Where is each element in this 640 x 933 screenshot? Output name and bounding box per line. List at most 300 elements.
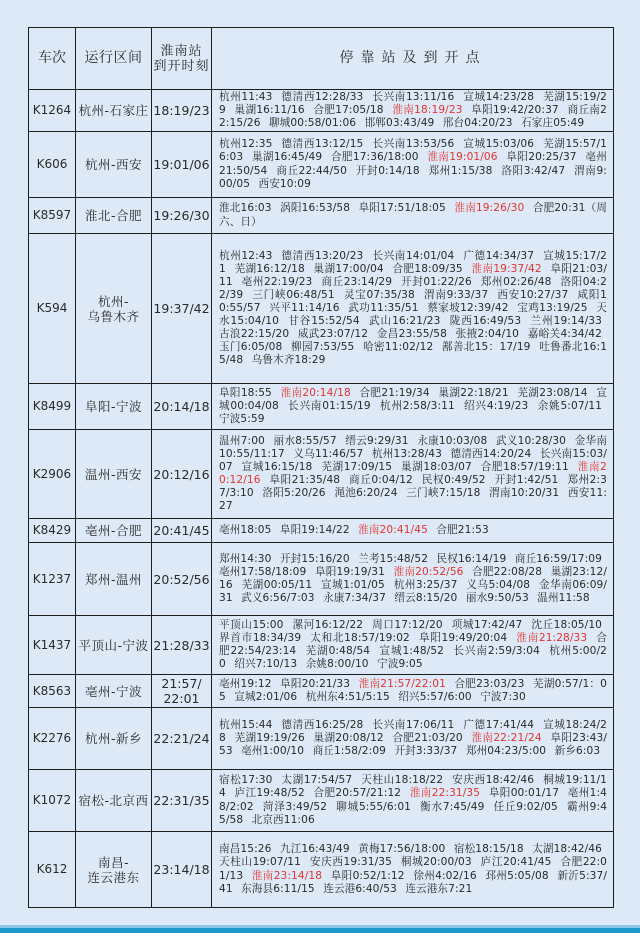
stop-huainan-highlight: 淮南21:57/22:01 — [358, 677, 446, 690]
stops-list — [219, 435, 607, 514]
stop: 武山16:21/23 — [369, 315, 441, 328]
stop: 永康7:34/37 — [323, 592, 386, 605]
stop: 阜阳21:03/11 — [219, 262, 608, 288]
stop: 南昌15:26 — [219, 843, 272, 856]
stops-cell — [211, 430, 613, 518]
route: 杭州-石家庄 — [75, 90, 151, 131]
stops-list — [219, 619, 607, 671]
stop: 九江16:43/49 — [279, 843, 350, 856]
stop-huainan-highlight: 淮南19:26/30 — [454, 202, 525, 215]
stop: 淮北16:03 — [219, 202, 272, 215]
footer-bar — [0, 928, 640, 933]
stop: 甘谷15:52/54 — [288, 315, 360, 328]
stop-huainan-highlight: 淮南22:31/35 — [409, 787, 481, 800]
table-row — [29, 429, 613, 518]
stop: 项城17:42/47 — [451, 618, 523, 631]
stops-cell — [211, 616, 613, 674]
route: 宿松-北京西 — [75, 770, 151, 831]
stop: 郑州2:37/3:10 — [219, 474, 607, 500]
stop: 芜湖00:05/11 — [241, 579, 313, 591]
stop: 亳州22:19/23 — [241, 275, 313, 288]
huainan-time — [151, 675, 211, 707]
stop: 阜阳19:42/20:37 — [471, 103, 559, 116]
stops-cell — [211, 132, 613, 197]
stop: 绍兴7:10/13 — [234, 658, 298, 671]
stop: 合肥21:19/34 — [359, 386, 430, 399]
stop: 新沂5:37/41 — [219, 869, 608, 895]
table-row — [29, 197, 613, 233]
stops-list — [219, 774, 607, 826]
route — [75, 832, 151, 907]
stop: 古浪22:15/20 — [219, 328, 290, 341]
huainan-time: 23:14/18 — [151, 832, 211, 907]
stop: 永康10:03/08 — [417, 434, 488, 447]
stops-cell — [211, 234, 613, 383]
stop: 东海县6:11/15 — [241, 882, 315, 895]
stop: 天柱山19:07/11 — [219, 856, 301, 869]
stop: 阜阳23:43/53 — [219, 731, 608, 758]
stop: 阜阳00:01/17 — [488, 787, 560, 800]
stop: 商丘16:59/17:09 — [514, 552, 602, 565]
stop: 兴平11:14/16 — [269, 301, 340, 314]
table-row — [29, 131, 613, 197]
stop: 庐江19:48/52 — [234, 787, 305, 800]
stop: 宣城16:15/18 — [241, 460, 313, 473]
route: 温州-西安 — [75, 430, 151, 518]
stop: 聊城5:55/6:01 — [336, 800, 412, 813]
stop: 兰州19:14/33 — [530, 315, 602, 328]
stop: 洛阳04:22/39 — [219, 275, 607, 301]
stop: 渭南10:20/31 — [489, 487, 560, 500]
stop: 杭州3:25/37 — [393, 579, 458, 591]
stop: 阜阳20:25/37 — [506, 151, 577, 164]
stops-list — [219, 524, 494, 537]
stop: 庐江20:41/45 — [480, 856, 552, 869]
stop: 哈密11:02/12 — [363, 341, 434, 354]
stop: 亳州21:50/54 — [219, 151, 608, 177]
stop: 金昌23:55/58 — [376, 328, 447, 341]
stop: 长兴南17:06/11 — [372, 718, 455, 731]
stop: 宣城15:17/21 — [219, 249, 608, 275]
stop: 亳州1:00/10 — [241, 745, 305, 758]
stop: 丽水8:55/57 — [273, 434, 337, 447]
stop: 洛阳5:20/26 — [262, 487, 326, 500]
huainan-time: 22:21/24 — [151, 708, 211, 769]
stop: 商丘0:04/12 — [349, 474, 413, 486]
stop: 金华南06:09/31 — [219, 579, 608, 605]
table-row — [29, 615, 613, 674]
stop: 宿松18:15/18 — [453, 843, 524, 856]
stop: 芜湖17:09/15 — [321, 460, 393, 473]
stop: 涡阳16:53/58 — [280, 202, 351, 215]
stop: 洛阳3:42/47 — [501, 164, 566, 177]
stops-cell — [211, 519, 613, 542]
stop: 黄梅17:56/18:00 — [358, 843, 446, 856]
stop: 三门峡7:15/18 — [406, 487, 481, 500]
train-number: K612 — [36, 862, 68, 876]
stop: 义乌11:46/57 — [293, 447, 364, 460]
stop: 漯河16:12/22 — [292, 618, 364, 631]
stop: 聊城00:58/01:06 — [269, 117, 357, 130]
stop: 广德14:34/37 — [463, 249, 535, 262]
stop: 平顶山15:00 — [219, 618, 284, 631]
stop: 德清西14:20/24 — [450, 447, 532, 460]
time-line: 21:57/ — [161, 676, 202, 691]
stop: 缙云8:15/20 — [394, 592, 458, 605]
stop: 巢湖23:12/16 — [219, 565, 608, 591]
stop: 天水15:04/10 — [219, 301, 607, 328]
stop: 武义6:56/7:03 — [241, 592, 315, 605]
stop: 长兴南13:53/56 — [372, 138, 455, 151]
huainan-time: 21:28/33 — [151, 616, 211, 674]
stop: 巢湖16:11/16 — [234, 103, 305, 116]
train-number: K2906 — [32, 466, 72, 481]
stop: 丽水9:50/53 — [465, 592, 529, 605]
stop: 绍兴4:19/23 — [464, 399, 529, 412]
table-row — [29, 707, 613, 769]
stop: 杭州5:00/20 — [219, 645, 607, 671]
stop: 杭州东4:51/5:15 — [305, 691, 390, 703]
stops-cell — [211, 770, 613, 831]
stop: 开封15:16/20 — [279, 552, 350, 565]
route-line: 乌鲁木齐 — [87, 308, 140, 324]
stop: 渑池6:20/24 — [334, 487, 398, 500]
route — [75, 234, 151, 383]
stop: 杭州11:43 — [219, 90, 273, 103]
route-line: 南昌- — [97, 854, 129, 870]
stop: 阜阳19:19/31 — [314, 565, 385, 578]
stop: 宣城1:01/05 — [321, 579, 385, 591]
stop: 西安10:09 — [258, 177, 311, 190]
stop: 阜阳0:52/1:12 — [330, 869, 405, 882]
stop: 合肥22:08/28 — [472, 565, 543, 578]
stop: 宣城1:48/52 — [379, 645, 445, 657]
stop-huainan-highlight: 淮南23:14/18 — [251, 869, 323, 882]
stop: 宣城14:23/28 — [463, 90, 535, 103]
table-row — [29, 89, 613, 131]
huainan-time: 22:31/35 — [151, 770, 211, 831]
stop: 乌鲁木齐18:29 — [251, 354, 326, 367]
train-number: K594 — [36, 301, 68, 315]
train-number: K8563 — [32, 683, 72, 698]
stop: 芜湖0:57/1：05 — [219, 677, 608, 703]
stop: 蔡家坡12:39/42 — [427, 301, 509, 314]
stop: 长兴南14:01/04 — [372, 249, 455, 262]
huainan-time: 19:26/30 — [151, 198, 211, 233]
stops-list — [219, 719, 607, 758]
stop: 长兴南15:03/07 — [219, 447, 608, 473]
stop: 陇西16:49/53 — [449, 315, 522, 328]
stop: 金华南10:55/11:17 — [219, 434, 608, 460]
train-schedule-table — [28, 27, 614, 908]
header-huainan-time-line2: 到开时刻 — [153, 58, 210, 74]
stop: 芜湖15:57/16:03 — [219, 138, 608, 164]
stop: 沈丘18:05/10 — [531, 618, 602, 631]
stops-cell — [211, 708, 613, 769]
stop: 宁波7:30 — [480, 691, 526, 703]
stop: 合肥20:31（周六、日） — [219, 202, 607, 228]
train-number: K8499 — [32, 399, 72, 413]
train-number: K2276 — [32, 731, 72, 745]
route: 杭州-西安 — [75, 132, 151, 197]
stop: 芜湖16:12/18 — [234, 262, 305, 275]
stop: 亳州18:05 — [219, 523, 272, 536]
stop: 合肥17:36/18:00 — [330, 151, 419, 164]
stops-cell — [211, 675, 613, 707]
stop: 芜湖23:08/14 — [517, 386, 588, 399]
train-number: K1072 — [32, 793, 72, 807]
stop: 长兴南01:15/19 — [288, 399, 371, 412]
table-row — [29, 542, 613, 615]
stop: 长兴南2:59/3:04 — [453, 645, 540, 657]
stop: 太湖18:42/46 — [532, 843, 602, 856]
stop: 邯郸03:43/49 — [364, 117, 435, 130]
stop: 杭州12:43 — [219, 249, 273, 262]
stop: 阜阳18:55 — [219, 386, 272, 399]
stop: 界首市18:34/39 — [219, 631, 302, 644]
huainan-time: 18:19/23 — [151, 90, 211, 131]
stop: 亳州19:12 — [219, 677, 272, 690]
stop: 阜阳19:14/22 — [279, 523, 350, 536]
stop: 柳园7:53/55 — [291, 341, 355, 354]
huainan-time: 20:14/18 — [151, 384, 211, 429]
stop: 杭州15:44 — [219, 718, 273, 731]
stop: 温州7:00 — [219, 434, 265, 447]
route: 亳州-合肥 — [75, 519, 151, 542]
stop: 咸阳10:55/57 — [219, 288, 607, 314]
huainan-time: 20:41/45 — [151, 519, 211, 542]
stop-huainan-highlight: 淮南19:01/06 — [427, 151, 498, 164]
stop: 合肥22:01/13 — [219, 856, 608, 882]
stop: 郑州14:30 — [219, 552, 272, 565]
stop: 开封3:33/37 — [394, 745, 458, 758]
table-row — [29, 518, 613, 542]
stop: 温州11:58 — [537, 592, 590, 605]
stops-list — [219, 387, 607, 426]
stops-cell — [211, 198, 613, 233]
stops-list — [219, 138, 607, 190]
route: 亳州-宁波 — [75, 675, 151, 707]
header-stops: 停靠站及到开点 — [211, 28, 613, 89]
stop: 阜阳17:51/18:05 — [358, 202, 446, 215]
stop: 张掖2:04/10 — [455, 328, 520, 341]
stop: 绍兴5:57/6:00 — [398, 691, 472, 703]
stop: 德清西13:12/15 — [281, 138, 364, 151]
route-line: 杭州- — [97, 293, 129, 309]
table-row — [29, 769, 613, 831]
stop: 桐城20:00/03 — [400, 856, 472, 869]
stop: 三门峡06:48/51 — [252, 288, 335, 301]
stop: 广德17:41/44 — [463, 718, 535, 731]
route: 平顶山-宁波 — [75, 616, 151, 674]
train-number: K606 — [36, 157, 68, 171]
stop: 合肥18:09/35 — [392, 262, 463, 275]
table-row — [29, 233, 613, 383]
stop-huainan-highlight: 淮南22:21/24 — [471, 731, 542, 744]
stop: 芜湖0:48/54 — [305, 645, 371, 657]
header-train-no: 车次 — [38, 50, 66, 66]
stop: 合肥20:57/21:12 — [313, 787, 402, 800]
stop: 渭南9:00/05 — [219, 164, 607, 190]
stop: 开封1:42/51 — [494, 474, 559, 486]
stop: 余姚5:07/11 — [537, 399, 603, 412]
stop: 周口17:12/20 — [372, 618, 443, 631]
stop: 连云港6:40/53 — [323, 882, 397, 895]
stop: 吐鲁番北16:15/48 — [219, 341, 608, 367]
stops-cell — [211, 384, 613, 429]
route-line: 连云港东 — [87, 869, 140, 885]
stop: 武功11:35/51 — [348, 301, 419, 314]
stops-list — [219, 843, 607, 895]
stops-cell — [211, 543, 613, 615]
header-route: 运行区间 — [75, 28, 151, 89]
stop: 芜湖15:19/29 — [219, 90, 608, 116]
stops-list — [219, 678, 607, 704]
stop: 安庆西19:31/35 — [309, 856, 392, 869]
header-huainan-time-line1: 淮南站 — [160, 43, 203, 59]
stop: 宣城18:24/28 — [219, 718, 608, 744]
route: 阜阳-宁波 — [75, 384, 151, 429]
stop: 郑州04:23/5:00 — [465, 745, 547, 758]
huainan-time: 19:01/06 — [151, 132, 211, 197]
stop: 芜湖19:19/26 — [234, 731, 305, 744]
stop: 新乡6:03 — [554, 745, 601, 758]
stop: 商丘22:44/50 — [276, 164, 347, 177]
stop: 合肥17:05/18 — [313, 103, 384, 116]
stop: 武义10:28/30 — [495, 434, 567, 447]
stop: 德清西12:28/33 — [281, 90, 364, 103]
train-number: K1237 — [32, 571, 72, 586]
stop: 德清西16:25/28 — [281, 718, 364, 731]
stop: 巢湖22:18/21 — [438, 386, 509, 399]
table-row — [29, 674, 613, 707]
stop: 杭州12:35 — [219, 138, 273, 151]
stop: 任丘9:02/05 — [493, 800, 558, 813]
stop: 亳州1:48/2:02 — [219, 787, 608, 813]
stop: 灵宝07:35/38 — [343, 288, 415, 301]
route: 杭州-新乡 — [75, 708, 151, 769]
stops-cell — [211, 832, 613, 907]
stop: 郑州1:15/38 — [428, 164, 493, 177]
stop: 民权16:14/19 — [436, 552, 507, 565]
stop: 合肥23:03/23 — [454, 677, 525, 690]
stop: 阜阳21:35/48 — [269, 474, 341, 486]
stop: 义乌5:04/08 — [466, 579, 531, 591]
stop: 开封0:14/18 — [355, 164, 420, 177]
stop: 巢湖17:00/04 — [313, 262, 384, 275]
train-number: K1437 — [32, 637, 72, 652]
stops-list — [219, 553, 607, 605]
stop: 西安11:27 — [219, 487, 607, 513]
stop: 商丘23:14/29 — [321, 275, 393, 288]
stop: 缙云9:29/31 — [345, 434, 409, 447]
stop: 杭州13:28/43 — [371, 447, 442, 460]
stop: 亳州17:58/18:09 — [219, 565, 307, 578]
stop: 德清西13:20/23 — [281, 249, 364, 262]
stop: 菏泽3:49/52 — [262, 800, 328, 813]
time-line: 22:01 — [163, 691, 200, 706]
stops-cell — [211, 90, 613, 131]
route: 郑州-温州 — [75, 543, 151, 615]
stop: 巢湖16:45/49 — [251, 151, 323, 164]
stop: 合肥21:03/20 — [392, 731, 463, 744]
stop: 兰考15:48/52 — [358, 552, 429, 565]
stop: 合肥22:54/23:14 — [219, 631, 608, 657]
stop-huainan-highlight: 淮南20:41/45 — [358, 523, 428, 536]
stop: 杭州2:58/3:11 — [379, 399, 455, 412]
stop: 宝鸡13:19/25 — [517, 301, 588, 314]
stop: 嘉峪关4:34/42 — [527, 328, 602, 341]
stop: 宣城00:04/08 — [219, 386, 608, 412]
stop: 天柱山18:18/22 — [361, 774, 444, 787]
stop: 北京西11:06 — [251, 813, 315, 826]
stop: 连云港东7:21 — [405, 882, 473, 895]
stops-list — [219, 202, 607, 228]
stop-huainan-highlight: 淮南20:52/56 — [393, 565, 464, 578]
stop-huainan-highlight: 淮南20:12/16 — [219, 460, 607, 486]
stop: 安庆西18:42/46 — [452, 774, 535, 787]
stop: 开封01:22/26 — [401, 275, 472, 288]
stop: 宿松17:30 — [219, 774, 273, 787]
header-huainan-time — [151, 28, 211, 89]
route: 淮北-合肥 — [75, 198, 151, 233]
stop: 衡水7:45/49 — [420, 800, 485, 813]
huainan-time: 20:12/16 — [151, 430, 211, 518]
stop-huainan-highlight: 淮南20:14/18 — [280, 386, 351, 399]
stop: 威武23:07/12 — [297, 328, 369, 341]
stop: 太和北18:57/19:02 — [310, 631, 410, 644]
stop-huainan-highlight: 淮南19:37/42 — [471, 262, 542, 275]
stop: 阜阳19:49/20:04 — [418, 631, 508, 644]
stop: 玉门6:05/08 — [219, 341, 283, 354]
stop-huainan-highlight: 淮南18:19/23 — [392, 103, 463, 116]
stop-huainan-highlight: 淮南21:28/33 — [516, 631, 588, 644]
stop: 余姚8:00/10 — [305, 658, 369, 671]
train-number: K1264 — [32, 103, 72, 117]
stop: 渭南9:33/37 — [423, 288, 489, 301]
train-number: K8597 — [32, 208, 72, 222]
huainan-time: 20:52/56 — [151, 543, 211, 615]
stop: 宣城2:01/06 — [234, 691, 298, 703]
stop: 太湖17:54/57 — [281, 774, 353, 787]
stop: 宁波5:59 — [219, 413, 265, 426]
huainan-time: 19:37/42 — [151, 234, 211, 383]
stop: 阜阳20:21/33 — [280, 677, 351, 690]
table-header — [29, 28, 613, 89]
table-row — [29, 831, 613, 907]
stop: 西安10:27/37 — [497, 288, 569, 301]
stop: 长兴南13:11/16 — [372, 90, 455, 103]
stop: 鄯善北15：17/19 — [441, 341, 531, 354]
table-row — [29, 383, 613, 429]
stop: 邢台04:20/23 — [442, 117, 513, 130]
stop: 巢湖20:08/12 — [313, 731, 384, 744]
stop: 巢湖18:03/07 — [401, 460, 472, 473]
stop: 宣城15:03/06 — [463, 138, 535, 151]
stop: 霸州9:45/58 — [219, 800, 608, 826]
stops-list — [219, 250, 607, 368]
stop: 商丘南22:15/26 — [219, 103, 608, 130]
stop: 邳州5:05/08 — [485, 869, 549, 882]
stop: 郑州02:26/48 — [480, 275, 552, 288]
stop: 合肥21:53 — [436, 523, 489, 536]
stop: 石家庄05:49 — [521, 117, 585, 130]
table-body — [29, 89, 613, 907]
stops-list — [219, 91, 607, 130]
stop: 徐州4:02/16 — [413, 869, 477, 882]
stop: 民权0:49/52 — [421, 474, 486, 486]
train-number: K8429 — [32, 523, 72, 537]
